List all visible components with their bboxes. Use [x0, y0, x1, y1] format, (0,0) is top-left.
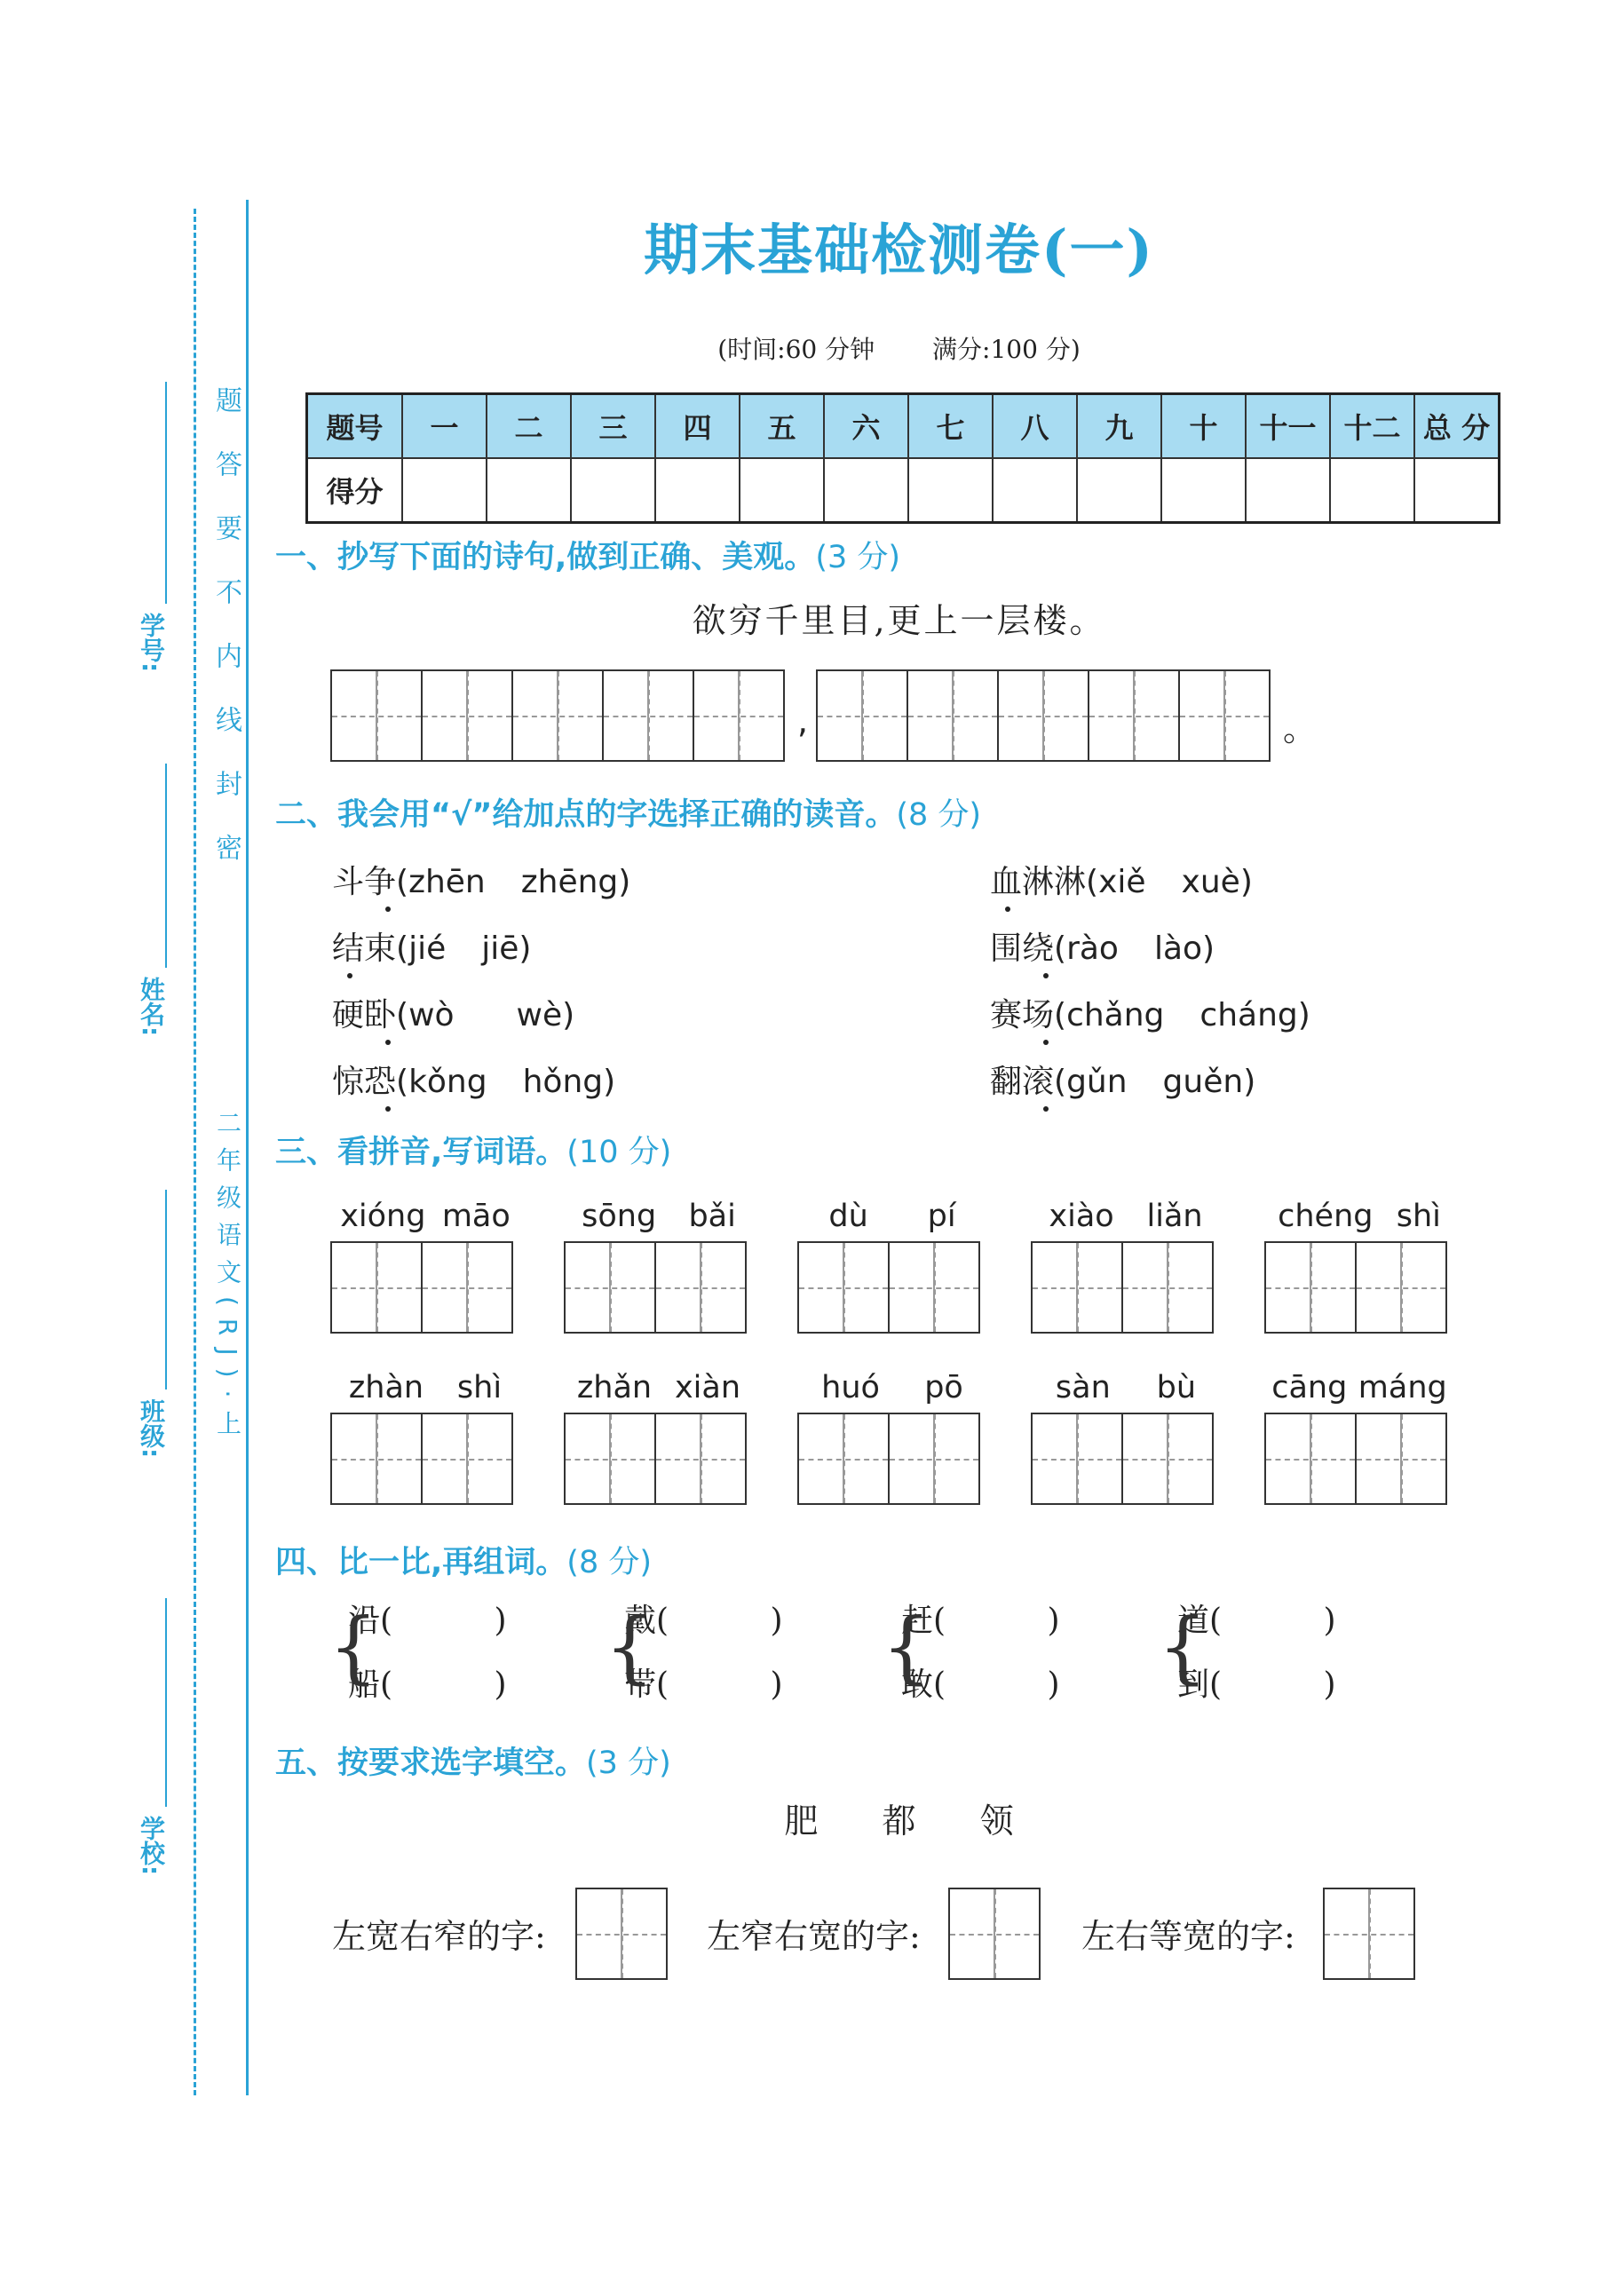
grade-label: 二年级语文(RJ)·上 — [213, 1110, 242, 1448]
student-id-line[interactable] — [165, 382, 167, 604]
word-grid[interactable] — [1266, 1241, 1447, 1334]
score-cell[interactable] — [655, 458, 740, 523]
word-grid[interactable] — [799, 1241, 980, 1334]
pinyin-choice-item[interactable]: 硬卧 (wò wè) — [332, 990, 574, 1035]
word-grid[interactable] — [1033, 1241, 1214, 1334]
score-header-cell: 十 — [1161, 394, 1246, 459]
pinyin-choice-item[interactable]: 赛场 (chǎng cháng) — [990, 990, 1310, 1035]
char-answer-box[interactable] — [1325, 1888, 1415, 1980]
section-5-title: 五、按要求选字填空。(3 分) — [275, 1746, 671, 1781]
emphasis-dot — [347, 973, 352, 978]
brace-icon: { — [329, 1601, 378, 1692]
pinyin-label: zhǎn xiàn — [576, 1370, 741, 1405]
score-row — [307, 458, 1500, 523]
binding-dashed-line — [194, 209, 196, 2095]
score-cell[interactable] — [1330, 458, 1414, 523]
score-header-cell: 九 — [1077, 394, 1161, 459]
pinyin-choice-item[interactable]: 围绕 (rào lào) — [990, 923, 1215, 969]
pinyin-choice-item[interactable]: 斗争 (zhēn zhēng) — [332, 857, 630, 902]
score-cell[interactable] — [402, 458, 487, 523]
compare-pair[interactable]: { 沿( ) 船( ) — [348, 1589, 507, 1717]
pinyin-label: cāng máng — [1271, 1370, 1447, 1405]
word-grid[interactable] — [566, 1413, 747, 1505]
pinyin-label: sōng bǎi — [582, 1199, 736, 1234]
fill-label: 左窄右宽的字: — [707, 1917, 921, 1956]
emphasis-dot — [385, 907, 391, 912]
brace-icon: { — [882, 1601, 931, 1692]
pinyin-label: chéng shì — [1278, 1199, 1441, 1234]
word-grid[interactable] — [1033, 1413, 1214, 1505]
score-cell[interactable] — [824, 458, 908, 523]
word-grid[interactable] — [799, 1413, 980, 1505]
compare-pair[interactable]: { 道( ) 到( ) — [1177, 1589, 1336, 1717]
exam-meta — [266, 330, 1532, 366]
time-limit: (时间:60 分钟 — [717, 335, 875, 364]
fill-label: 左右等宽的字: — [1081, 1917, 1295, 1956]
score-header-cell: 八 — [993, 394, 1077, 459]
score-cell[interactable] — [1161, 458, 1246, 523]
emphasis-dot — [1043, 973, 1049, 978]
pinyin-choice-item[interactable]: 惊恐 (kǒng hǒng) — [332, 1057, 615, 1102]
name-label: 姓名: — [137, 977, 166, 1037]
binding-solid-line — [246, 200, 249, 2095]
class-label: 班级: — [137, 1398, 166, 1459]
class-line[interactable] — [165, 1190, 167, 1389]
score-cell[interactable] — [1246, 458, 1330, 523]
emphasis-dot — [1043, 1040, 1049, 1045]
score-header-cell: 七 — [908, 394, 993, 459]
score-header-cell: 总 分 — [1414, 394, 1500, 459]
pinyin-label: xióng māo — [340, 1199, 511, 1234]
score-header-cell: 题号 — [307, 394, 403, 459]
word-grid[interactable] — [332, 1413, 513, 1505]
name-line[interactable] — [165, 764, 167, 968]
word-grid[interactable] — [1266, 1413, 1447, 1505]
score-header-row — [307, 394, 1500, 459]
section-3-title: 三、看拼音,写词语。(10 分) — [275, 1135, 672, 1170]
score-cell[interactable] — [993, 458, 1077, 523]
emphasis-dot — [1043, 1106, 1049, 1112]
score-header-cell: 四 — [655, 394, 740, 459]
copy-grid-2[interactable] — [818, 669, 1271, 762]
poem-text: 欲穷千里目,更上一层楼。 — [692, 601, 1106, 640]
score-header-cell: 十二 — [1330, 394, 1414, 459]
score-cell[interactable] — [1077, 458, 1161, 523]
word-grid[interactable] — [332, 1241, 513, 1334]
score-header-cell: 一 — [402, 394, 487, 459]
section-2-title: 二、我会用“√”给加点的字选择正确的读音。(8 分) — [275, 797, 982, 833]
emphasis-dot — [385, 1040, 391, 1045]
score-header-cell: 三 — [571, 394, 655, 459]
score-row-label: 得分 — [307, 458, 403, 523]
score-cell[interactable] — [1414, 458, 1500, 523]
brace-icon: { — [1158, 1601, 1207, 1692]
pinyin-label: sàn bù — [1055, 1370, 1197, 1405]
section-1-title: 一、抄写下面的诗句,做到正确、美观。(3 分) — [275, 540, 901, 575]
score-cell[interactable] — [487, 458, 571, 523]
pinyin-choice-item[interactable]: 血淋淋 (xiě xuè) — [990, 857, 1253, 902]
score-table — [305, 392, 1500, 524]
compare-pair[interactable]: { 戴( ) 带( ) — [624, 1589, 783, 1717]
fill-label: 左宽右窄的字: — [332, 1917, 546, 1956]
pinyin-label: huó pō — [821, 1370, 963, 1405]
char-answer-box[interactable] — [577, 1888, 668, 1980]
emphasis-dot — [385, 1106, 391, 1112]
char-options: 肥 都 领 — [784, 1801, 1014, 1841]
student-id-label: 学号: — [137, 613, 166, 673]
score-header-cell: 二 — [487, 394, 571, 459]
score-cell[interactable] — [908, 458, 993, 523]
seal-warning-text: 题答要不内线封密 — [210, 386, 241, 898]
score-cell[interactable] — [740, 458, 824, 523]
period-mark: 。 — [1283, 709, 1318, 748]
pinyin-label: zhàn shì — [348, 1370, 503, 1405]
page-title: 期末基础检测卷(一) — [644, 218, 1154, 282]
emphasis-dot — [1005, 907, 1010, 912]
pinyin-choice-item[interactable]: 翻滚 (gǔn guěn) — [990, 1057, 1255, 1102]
copy-grid-1[interactable] — [332, 669, 785, 762]
score-cell[interactable] — [571, 458, 655, 523]
full-score: 满分:100 分) — [932, 335, 1081, 364]
char-answer-box[interactable] — [950, 1888, 1041, 1980]
score-header-cell: 六 — [824, 394, 908, 459]
compare-pair[interactable]: { 赶( ) 敢( ) — [901, 1589, 1060, 1717]
school-line[interactable] — [165, 1598, 167, 1807]
score-header-cell: 五 — [740, 394, 824, 459]
pinyin-choice-item[interactable]: 结束 (jié jiē) — [332, 923, 531, 969]
pinyin-label: xiào liǎn — [1049, 1199, 1203, 1234]
word-grid[interactable] — [566, 1241, 747, 1334]
section-4-title: 四、比一比,再组词。(8 分) — [275, 1545, 653, 1580]
score-header-cell: 十一 — [1246, 394, 1330, 459]
pinyin-label: dù pí — [828, 1199, 956, 1234]
school-label: 学校: — [137, 1816, 166, 1876]
comma-mark: , — [797, 701, 809, 740]
brace-icon: { — [605, 1601, 654, 1692]
